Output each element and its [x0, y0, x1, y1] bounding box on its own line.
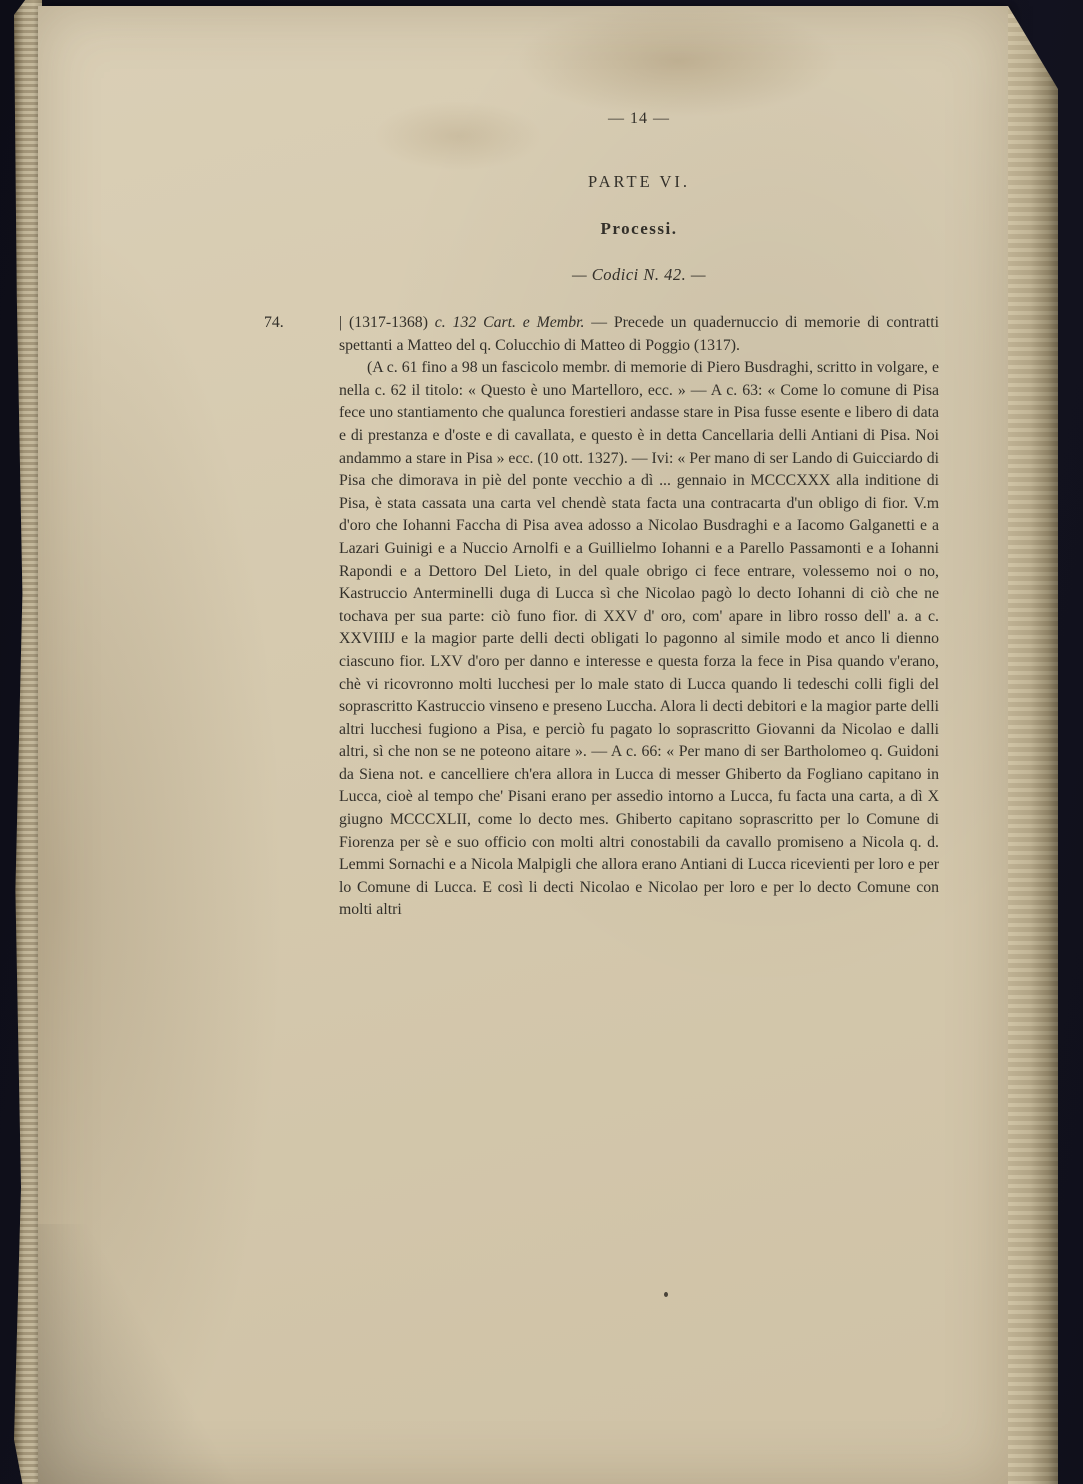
entry-description: (A c. 61 fino a 98 un fascicolo membr. di memorie di Piero Busdraghi, scritto in volgare, e nella c. 62 il titolo: « Questo è uno Martelloro, ecc. » — A c. 63: « Come lo comune di Pisa fece uno stantiamento che qualunca forestieri andasse stare in Pisa fusse esente e libero di data e di prestanza e d'oste e di cavallata, e questo è in detta Cancellaria delli Antiani di Pisa. Noi andammo a stare in Pisa » ecc. (10 ott. 1327). — Ivi: « Per mano di ser Lando di Guicciardo di Pisa che dimorava in piè del ponte vecchio a dì ... gennaio in MCCCXXX alla inditione di Pisa, è stata cassata una carta vel chendè stata facta una contracarta d'un obligo di fior. V.m d'oro che Iohanni Faccha di Pisa avea adosso a Nicolao Busdraghi e a Iacomo Galganetti e a Lazari Guinigi e a Nuccio Arnolfi e a Guillielmo Iohanni e a Parello Passamonti e a Iohanni Rapondi e a Dettoro Del Lieto, in del quale obrigo ci fece entrare, volessemo noi o no, Kastruccio Anterminelli duga di Lucca sì che Nicolao pagò lo decto Iohanni di ciò che ne tochava per sua parte: ciò funo fior. di XXV d' oro, com' apare in libro rosso dell' a. a c. XXVIIIJ e la magior parte delli decti obligati lo pagonno al simile modo et anco li dienno ciascuno fior. LXV d'oro per danno e interesse e questa forza la fece in Pisa quando v'erano, chè vi ricovronno molti lucchesi per lo male stato di Lucca quando li tedeschi colli figli del soprascritto Kastruccio vinseno e preseno Luccha. Alora li decti debitori e la magior parte delli altri lucchesi fugiono a Pisa, e perciò fu pagato lo soprascritto Giovanni da Nicolao e dalli altri, sì che non se ne poteono aitare ». — A c. 66: « Per mano di ser Bartholomeo q. Guidoni da Siena not. e cancelliere ch'era allora in Lucca di messer Ghiberto da Fogliano capitano in Lucca, cioè al tempo che' Pisani erano per assedio intorno a Lucca, fu facta una carta, a dì X giugno MCCCXLII, come lo decto mes. Ghiberto capitano soprascritto per lo Comune di Fiorenza per sè e suo officio con molti altri conostabili da cavallo promiseno a Nicola q. d. Lemmi Sornachi e a Nicola Malpigli che allora erano Antiani di Lucca ricevienti per loro e per lo Comune di Lucca. E così li decti Nicolao e Nicolao per loro e per lo decto Comune con molti altri: [339, 359, 939, 919]
adjacent-page-edge: [1008, 0, 1058, 1484]
entry-dash: —: [591, 314, 608, 331]
page-content: [264, 6, 939, 922]
entry-date-range: (1317-1368): [348, 314, 428, 331]
section-heading: Processi.: [600, 219, 678, 238]
book-page: [38, 6, 1008, 1484]
entry-material: Cart. e Membr.: [483, 314, 585, 331]
entry-lead: [339, 312, 939, 357]
entry-mark: |: [339, 314, 343, 331]
entry-number: 74.: [264, 314, 284, 331]
entry-carta-count: c. 132: [434, 314, 477, 331]
ink-dot: [664, 1292, 668, 1297]
entry-text: [339, 312, 939, 922]
codici-heading: — Codici N. 42. —: [571, 265, 707, 284]
part-heading: PARTE VI.: [587, 172, 691, 191]
entry-intro: Precede un quadernuccio di memorie di contratti spettanti a Matteo del q. Colucchio di Matteo di Poggio (1317).: [339, 314, 939, 354]
page-corner-shadow: [38, 1224, 1008, 1484]
page-number: — 14 —: [608, 110, 670, 127]
catalog-entry-74: [264, 312, 939, 922]
